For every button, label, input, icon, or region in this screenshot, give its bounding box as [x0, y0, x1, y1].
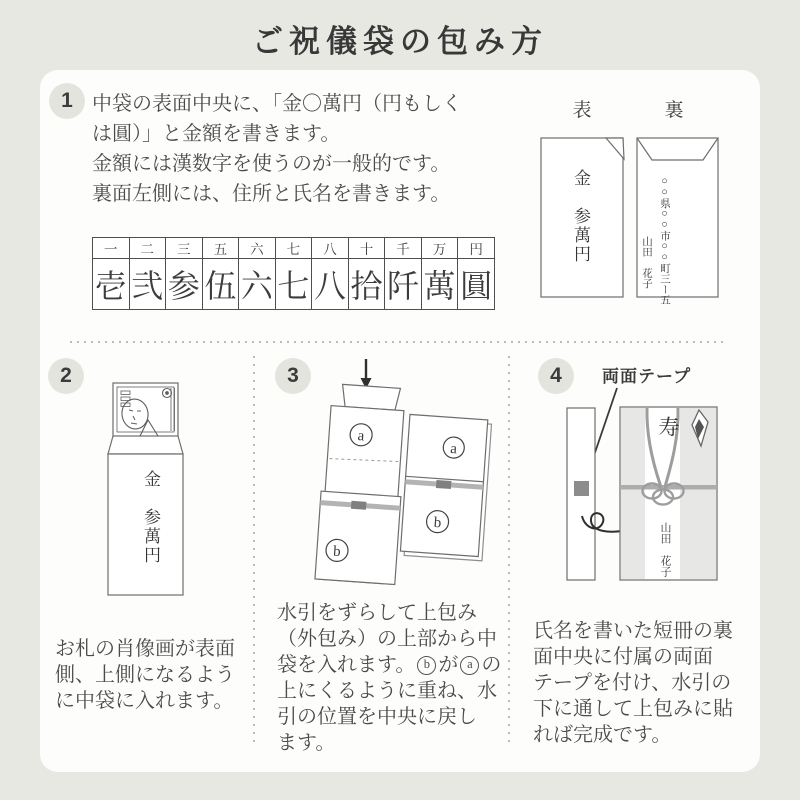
text-segment: が [438, 654, 459, 676]
text-line: に中袋に入れます。 [55, 690, 234, 712]
name-vertical-text: 山田 花子 [659, 522, 671, 577]
text-line: 面中央に付属の両面 [533, 646, 713, 668]
table-cell: 拾 [348, 259, 385, 310]
table-cell: 三 [166, 238, 203, 259]
name-vertical-text: 山田 花子 [641, 236, 652, 289]
text-line: 側、上側になるよう [55, 664, 235, 686]
text-line: 中袋の表面中央に、「金〇萬円（円もしく [92, 93, 462, 115]
step-number-badge: 3 [275, 358, 311, 394]
table-cell: 万 [421, 238, 458, 259]
envelope-back-label: 裏 [664, 100, 684, 121]
text-line: 裏面左側には、住所と氏名を書きます。 [92, 183, 451, 205]
instruction-card [40, 70, 760, 772]
table-cell: 八 [312, 238, 349, 259]
text-segment: 袋を入れます。 [277, 654, 416, 676]
table-cell: 十 [348, 238, 385, 259]
text-line: （外包み）の上部から中 [277, 628, 497, 650]
table-cell: 萬 [421, 259, 458, 310]
envelope-front-label: 表 [572, 100, 592, 121]
table-cell: 壱 [93, 259, 130, 310]
table-cell: 六 [239, 238, 276, 259]
step-1-description [92, 89, 462, 209]
kanji-formal-row [93, 259, 495, 310]
label-a: a [449, 440, 458, 458]
table-cell: 六 [239, 259, 276, 310]
table-cell: 七 [275, 238, 312, 259]
text-line [277, 652, 501, 678]
amount-vertical-text: 金 参萬円 [571, 169, 590, 264]
step-1 [40, 70, 760, 342]
text-line: 金額には漢数字を使うのが一般的です。 [92, 153, 451, 175]
step-number-badge: 4 [538, 358, 574, 394]
text-line: ます。 [277, 732, 336, 754]
text-line: 下に通して上包みに貼 [533, 698, 733, 720]
label-a: a [357, 428, 365, 445]
text-line: 上にくるように重ね、水 [277, 680, 497, 702]
table-cell: 弐 [129, 259, 166, 310]
text-line: テープを付け、水引の [533, 672, 732, 694]
table-cell: 円 [458, 238, 495, 259]
address-vertical-text: ○○県○○市○○町三ー五 [659, 176, 670, 305]
step-4-caption [533, 618, 733, 748]
page-title: ご祝儀袋の包み方 [252, 24, 548, 59]
text-line: 氏名を書いた短冊の裏 [533, 620, 733, 642]
text-line: 水引をずらして上包み [277, 602, 477, 624]
table-cell: 一 [93, 238, 130, 259]
table-cell: 七 [275, 259, 312, 310]
kotobuki-text: 寿 [656, 416, 680, 437]
table-cell: 五 [202, 238, 239, 259]
table-cell: 伍 [202, 259, 239, 310]
text-line: は圓）」と金額を書きます。 [92, 123, 341, 145]
step-2 [40, 342, 253, 772]
table-cell: 千 [385, 238, 422, 259]
text-line: れば完成です。 [533, 724, 672, 746]
text-line: お札の肖像画が表面 [55, 638, 235, 660]
kanji-numerals-table [92, 237, 495, 310]
amount-vertical-text: 金 参萬円 [141, 470, 160, 565]
tape-label: 両面テープ [602, 367, 692, 386]
text-segment: の [481, 654, 502, 676]
label-b: b [332, 543, 342, 561]
step-number-badge: 1 [49, 83, 85, 119]
table-cell: 阡 [385, 259, 422, 310]
circled-b-icon: b [417, 656, 436, 675]
table-cell: 二 [129, 238, 166, 259]
text-line: 引の位置を中央に戻し [277, 706, 477, 728]
table-cell: 参 [166, 259, 203, 310]
table-cell: 八 [312, 259, 349, 310]
step-3-caption [277, 600, 501, 756]
step-2-caption [55, 636, 235, 714]
step-3 [253, 342, 508, 772]
step-number-badge: 2 [48, 358, 84, 394]
table-cell: 圓 [458, 259, 495, 310]
step-4 [508, 342, 760, 772]
label-b: b [433, 514, 442, 532]
kanji-standard-row [93, 238, 495, 259]
circled-a-icon: a [460, 656, 479, 675]
